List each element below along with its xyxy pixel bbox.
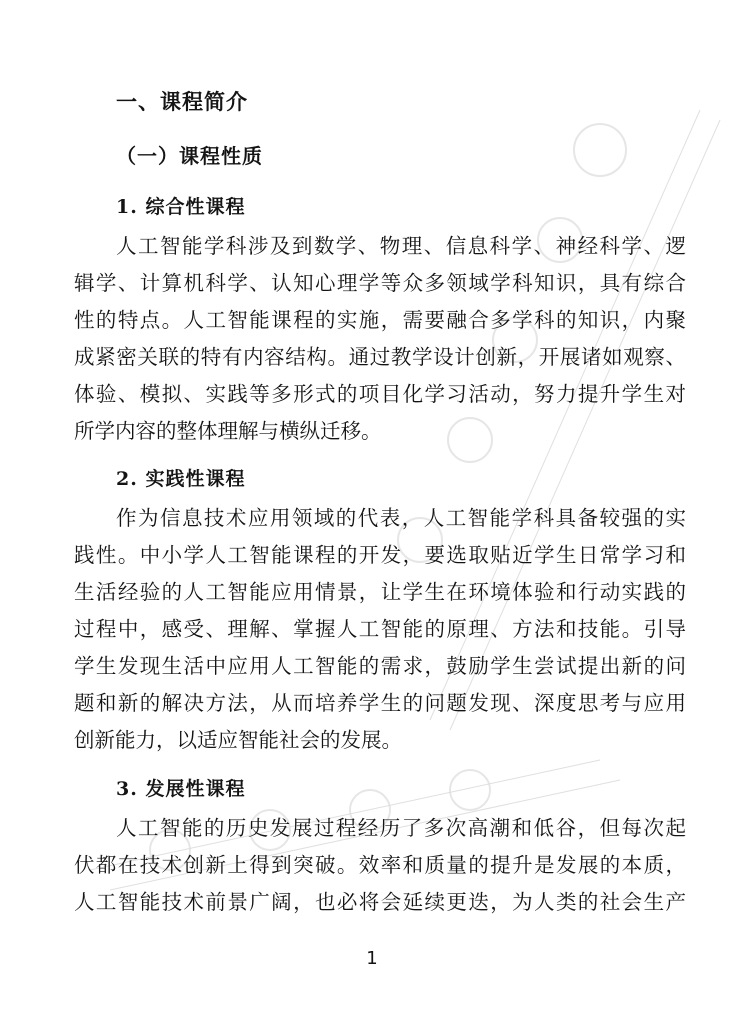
paragraph-line: 过程中，感受、理解、掌握人工智能的原理、方法和技能。引导 xyxy=(74,617,686,641)
paragraph-line: 作为信息技术应用领域的代表，人工智能学科具备较强的实 xyxy=(116,506,686,530)
paragraph-line: 所学内容的整体理解与横纵迁移。 xyxy=(74,419,382,443)
paragraph-line: 践性。中小学人工智能课程的开发，要选取贴近学生日常学习和 xyxy=(74,543,686,567)
page-number: 1 xyxy=(366,948,378,969)
paragraph-line: 题和新的解决方法，从而培养学生的问题发现、深度思考与应用 xyxy=(74,691,686,715)
paragraph-line: 体验、模拟、实践等多形式的项目化学习活动，努力提升学生对 xyxy=(74,382,686,406)
section-title: 3. 发展性课程 xyxy=(116,778,246,800)
paragraph-line: 性的特点。人工智能课程的实施，需要融合多学科的知识，内聚 xyxy=(74,308,686,332)
section-title: 2. 实践性课程 xyxy=(116,468,246,490)
paragraph-line: 生活经验的人工智能应用情景，让学生在环境体验和行动实践的 xyxy=(74,580,686,604)
paragraph-line: 学生发现生活中应用人工智能的需求，鼓励学生尝试提出新的问 xyxy=(74,654,686,678)
section-title: 1. 综合性课程 xyxy=(116,196,246,218)
paragraph-line: 创新能力，以适应智能社会的发展。 xyxy=(74,728,402,752)
paragraph-line: 伏都在技术创新上得到突破。效率和质量的提升是发展的本质， xyxy=(74,853,686,877)
heading-level-1: 一、课程简介 xyxy=(116,90,248,114)
paragraph-line: 辑学、计算机科学、认知心理学等众多领域学科知识，具有综合 xyxy=(74,271,686,295)
paragraph-line: 人工智能技术前景广阔，也必将会延续更迭，为人类的社会生产 xyxy=(74,890,686,914)
paragraph-line: 人工智能学科涉及到数学、物理、信息科学、神经科学、逻 xyxy=(116,234,686,258)
paragraph-line: 成紧密关联的特有内容结构。通过教学设计创新，开展诸如观察、 xyxy=(74,345,686,369)
paragraph-line: 人工智能的历史发展过程经历了多次高潮和低谷，但每次起 xyxy=(116,816,686,840)
heading-level-2: （一）课程性质 xyxy=(116,144,263,168)
